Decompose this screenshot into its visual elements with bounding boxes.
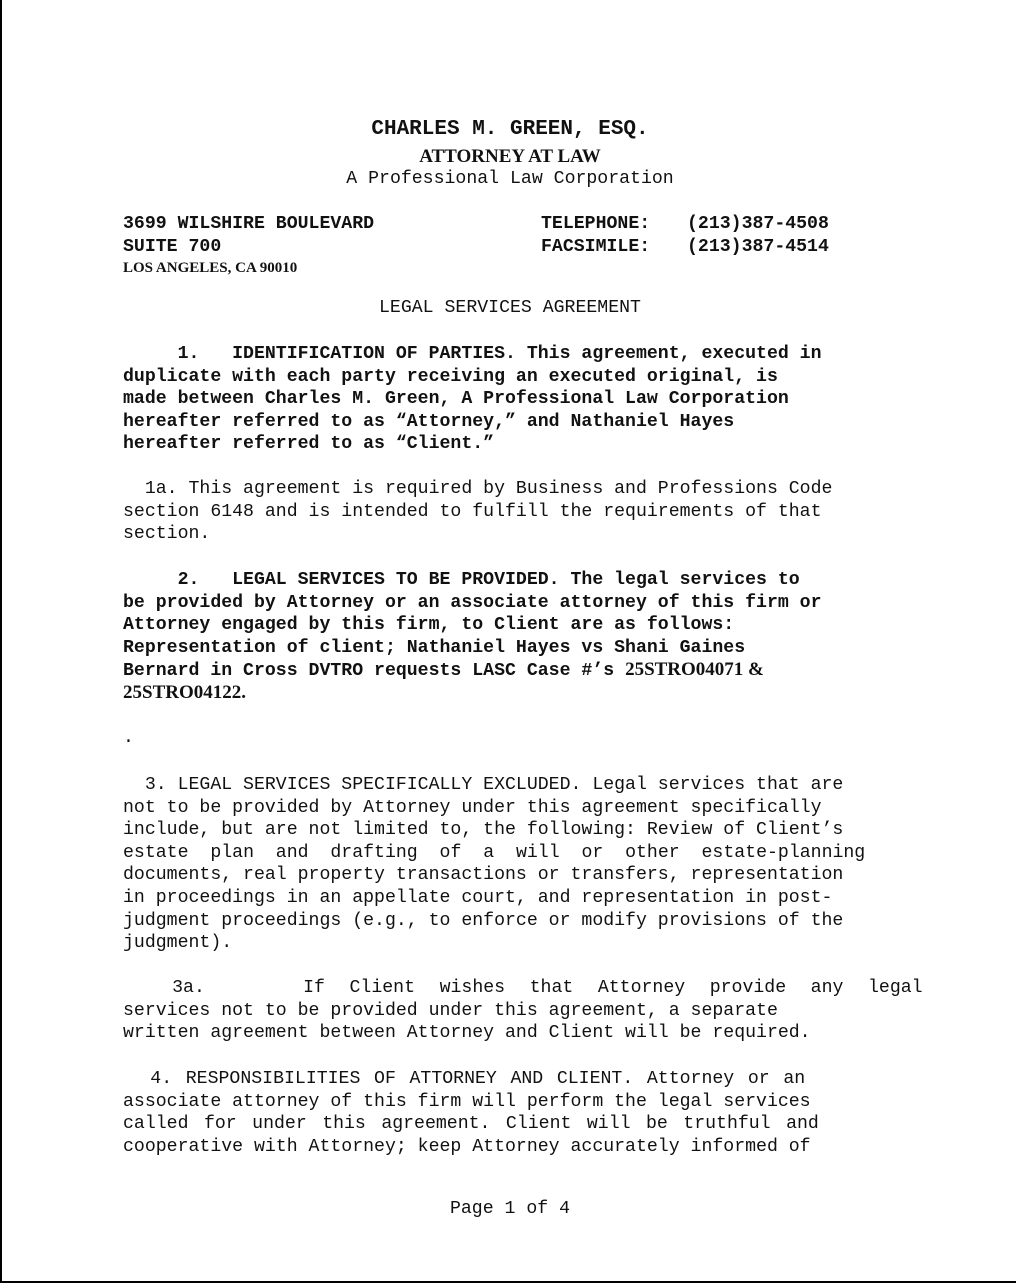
- section-1-identification: [123, 343, 899, 456]
- paragraph-line: be provided by Attorney or an associate attorney of this firm or: [123, 592, 822, 613]
- page-number: Page 1 of 4: [449, 1199, 571, 1219]
- paragraph-line: called for under this agreement. Client will be truthful and: [123, 1114, 819, 1135]
- paragraph-line: services not to be provided under this agreement, a separate: [123, 1000, 778, 1021]
- paragraph-line: 2. LEGAL SERVICES TO BE PROVIDED. The legal services to: [123, 570, 800, 590]
- paragraph-line: in proceedings in an appellate court, and representation in post-: [123, 887, 833, 908]
- address-line-1: 3699 WILSHIRE BOULEVARD: [123, 214, 375, 234]
- paragraph-line: section.: [123, 524, 211, 545]
- paragraph-line: judgment proceedings (e.g., to enforce or modify provisions of the: [123, 910, 844, 931]
- document-title: LEGAL SERVICES AGREEMENT: [379, 298, 641, 318]
- paragraph-line: 1a. This agreement is required by Business and Professions Code: [123, 479, 833, 499]
- paragraph-line: duplicate with each party receiving an executed original, is: [123, 366, 778, 387]
- paragraph-line: associate attorney of this firm will perform the legal services: [123, 1091, 811, 1112]
- case-number-1: 25STRO04071 &: [625, 659, 764, 681]
- paragraph-line: Representation of client; Nathaniel Hayes vs Shani Gaines: [123, 637, 746, 658]
- case-number-2: 25STRO04122.: [123, 681, 246, 703]
- paragraph-line-case-numbers: [123, 682, 899, 705]
- section-4-responsibilities: [123, 1068, 899, 1158]
- paragraph-line: judgment).: [123, 933, 233, 954]
- address-line-2: SUITE 700: [123, 237, 222, 257]
- telephone-label: TELEPHONE:: [541, 214, 651, 234]
- fax-number: (213)387-4514: [687, 237, 829, 257]
- paragraph-line: not to be provided by Attorney under this agreement specifically: [123, 797, 822, 818]
- paragraph-line: hereafter referred to as “Attorney,” and Nathaniel Hayes: [123, 411, 735, 432]
- paragraph-line: include, but are not limited to, the following: Review of Client’s: [123, 820, 844, 841]
- telephone-number: (213)387-4508: [687, 214, 829, 234]
- paragraph-line: 1. IDENTIFICATION OF PARTIES. This agreement, executed in: [123, 344, 822, 364]
- paragraph-line-case-numbers: [123, 659, 899, 682]
- paragraph-line: written agreement between Attorney and Client will be required.: [123, 1023, 811, 1044]
- section-2-services-provided: [123, 569, 899, 705]
- attorney-name: CHARLES M. GREEN, ESQ.: [371, 118, 649, 141]
- attorney-title: ATTORNEY AT LAW: [419, 146, 601, 167]
- firm-subtitle: A Professional Law Corporation: [346, 169, 674, 189]
- section-3a-separate-agreement: [123, 977, 923, 1045]
- section-1a-requirement: [123, 478, 899, 546]
- section-3-excluded-services: [123, 774, 899, 955]
- case-text: Bernard in Cross DVTRO requests LASC Case #’s: [123, 661, 626, 682]
- paragraph-line: 3a. If Client wishes that Attorney provide any legal: [123, 978, 923, 998]
- paragraph-line: estate plan and drafting of a will or other estate-planning: [123, 842, 866, 863]
- paragraph-line: documents, real property transactions or transfers, representation: [123, 865, 844, 886]
- paragraph-line: hereafter referred to as “Client.”: [123, 434, 495, 455]
- paragraph-line: cooperative with Attorney; keep Attorney accurately informed of: [123, 1136, 811, 1157]
- fax-label: FACSIMILE:: [541, 237, 651, 257]
- stray-dot: .: [123, 728, 134, 748]
- paragraph-line: section 6148 and is intended to fulfill the requirements of that: [123, 501, 822, 522]
- paragraph-line: 4. RESPONSIBILITIES OF ATTORNEY AND CLIENT. Attorney or an: [123, 1069, 806, 1089]
- paragraph-line: made between Charles M. Green, A Professional Law Corporation: [123, 389, 789, 410]
- paragraph-line: 3. LEGAL SERVICES SPECIFICALLY EXCLUDED. Legal services that are: [123, 775, 844, 795]
- address-line-3: LOS ANGELES, CA 90010: [123, 260, 298, 276]
- paragraph-line: Attorney engaged by this firm, to Client are as follows:: [123, 615, 735, 636]
